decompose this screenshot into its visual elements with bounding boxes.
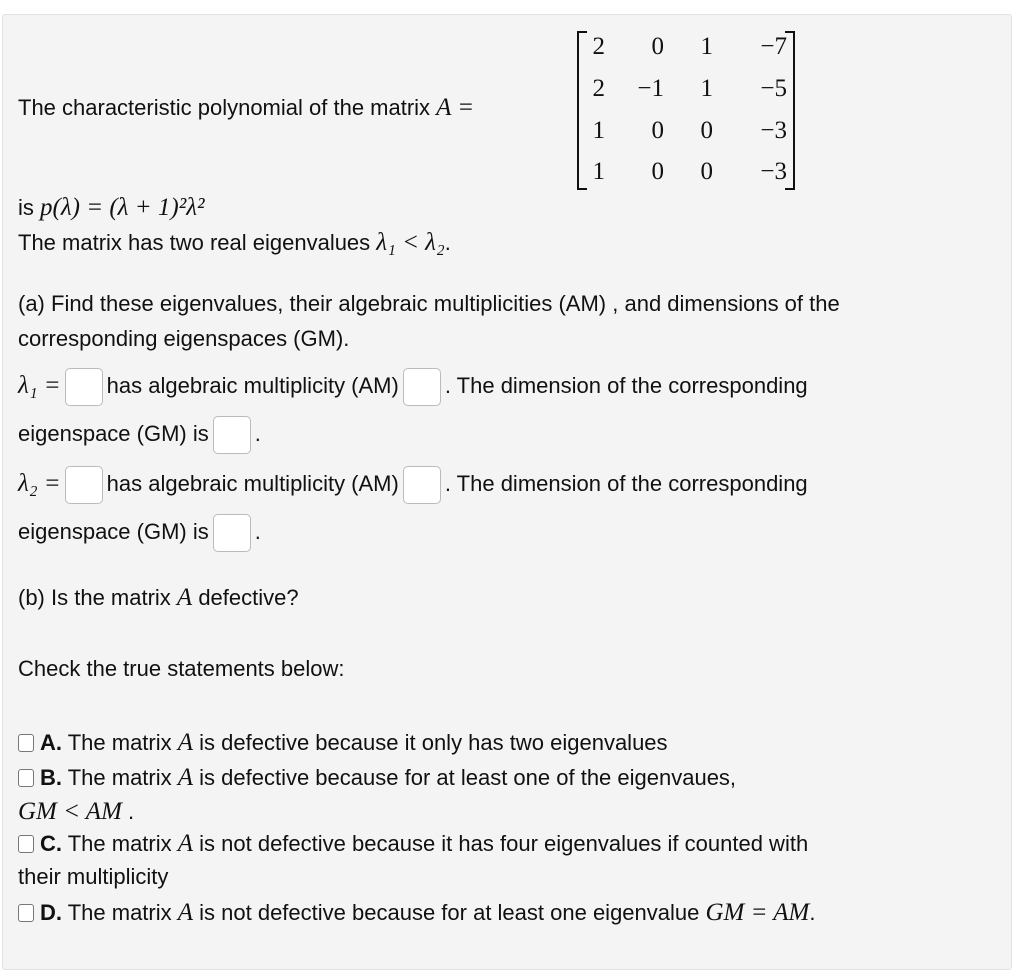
option-text: is defective because for at least one of the eigenvaues,	[193, 765, 737, 790]
polynomial-line	[18, 194, 205, 222]
intro-line	[18, 94, 474, 122]
matrix-cell: 0	[700, 158, 713, 185]
matrix-cell: 0	[651, 117, 664, 144]
eigen-math: λ₁ < λ₂	[376, 229, 445, 256]
lambda1-gm-row	[18, 416, 261, 454]
option-letter: D.	[40, 900, 62, 925]
option-c-checkbox[interactable]	[18, 835, 34, 853]
matrix-cell: −7	[760, 33, 787, 60]
part-b-question	[18, 584, 299, 612]
matrix-cell: 1	[592, 158, 605, 185]
option-letter: A.	[40, 730, 62, 755]
eigen-text: The matrix has two real eigenvalues	[18, 230, 377, 255]
option-text: is not defective because it has four eigenvalues if counted with	[193, 831, 809, 856]
period: .	[809, 900, 816, 925]
matrix-symbol: A	[177, 830, 194, 857]
matrix-cell: 0	[700, 117, 713, 144]
option-text: The matrix	[62, 900, 178, 925]
eigenvalue-line	[18, 229, 451, 257]
matrix-cell: −3	[760, 117, 787, 144]
option-c-cont: their multiplicity	[18, 864, 169, 889]
option-text: The matrix	[62, 730, 178, 755]
matrix-cell: 0	[651, 158, 664, 185]
period: .	[254, 518, 261, 544]
matrix-cell: −1	[637, 75, 664, 102]
option-letter: C.	[40, 831, 62, 856]
part-a-line2: corresponding eigenspaces (GM).	[18, 326, 350, 351]
matrix-symbol: A	[177, 729, 194, 756]
matrix-cell: −3	[760, 158, 787, 185]
option-text: is defective because it only has two eigenvalues	[193, 730, 668, 755]
lambda2-label: λ₂ =	[18, 469, 61, 497]
matrix-cell: 1	[700, 75, 713, 102]
lambda1-label: λ₁ =	[18, 371, 61, 399]
period: .	[254, 420, 261, 446]
option-math: GM = AM	[705, 899, 810, 926]
question-text: defective?	[192, 585, 299, 610]
lambda2-gm-input[interactable]	[213, 514, 251, 552]
lambda1-gm-input[interactable]	[213, 416, 251, 454]
gm-label: eigenspace (GM) is	[18, 518, 209, 544]
intro-text: The characteristic polynomial of the matrix	[18, 95, 437, 120]
question-text: (b) Is the matrix	[18, 585, 177, 610]
dim-label: . The dimension of the corresponding	[444, 470, 808, 496]
poly-prefix: is	[18, 195, 40, 220]
period: .	[121, 799, 135, 824]
matrix-symbol: A =	[436, 94, 475, 121]
period: .	[444, 230, 451, 255]
option-math: GM < AM	[18, 798, 122, 825]
lambda1-row	[18, 368, 808, 406]
gm-label: eigenspace (GM) is	[18, 420, 209, 446]
option-d-checkbox[interactable]	[18, 904, 34, 922]
am-label: has algebraic multiplicity (AM)	[106, 470, 399, 496]
lambda2-gm-row	[18, 514, 261, 552]
option-text: is not defective because for at least one eigenvalue	[193, 900, 706, 925]
matrix-a	[577, 31, 795, 186]
lambda2-am-input[interactable]	[403, 466, 441, 504]
matrix-cell: 2	[592, 75, 605, 102]
option-text: The matrix	[62, 765, 178, 790]
option-letter: B.	[40, 765, 62, 790]
option-c[interactable]	[18, 830, 808, 858]
option-a[interactable]	[18, 729, 668, 757]
matrix-cell: 0	[651, 33, 664, 60]
lambda2-input[interactable]	[65, 466, 103, 504]
option-d[interactable]	[18, 899, 816, 927]
matrix-cell: −5	[760, 75, 787, 102]
dim-label: . The dimension of the corresponding	[444, 372, 808, 398]
matrix-cell: 1	[592, 117, 605, 144]
lambda1-input[interactable]	[65, 368, 103, 406]
lambda2-row	[18, 466, 808, 504]
part-a-line1: (a) Find these eigenvalues, their algebraic multiplicities (AM) , and dimensions of the	[18, 291, 840, 316]
lambda1-am-input[interactable]	[403, 368, 441, 406]
matrix-cell: 1	[700, 33, 713, 60]
option-a-checkbox[interactable]	[18, 734, 34, 752]
matrix-symbol: A	[177, 899, 194, 926]
option-b-cont	[18, 798, 134, 826]
option-b[interactable]	[18, 764, 736, 792]
option-b-checkbox[interactable]	[18, 769, 34, 787]
am-label: has algebraic multiplicity (AM)	[106, 372, 399, 398]
instruction: Check the true statements below:	[18, 656, 345, 681]
matrix-symbol: A	[177, 764, 194, 791]
matrix-symbol: A	[176, 584, 193, 611]
option-text: The matrix	[62, 831, 178, 856]
matrix-cell: 2	[592, 33, 605, 60]
polynomial: p(λ) = (λ + 1)²λ²	[40, 194, 205, 221]
